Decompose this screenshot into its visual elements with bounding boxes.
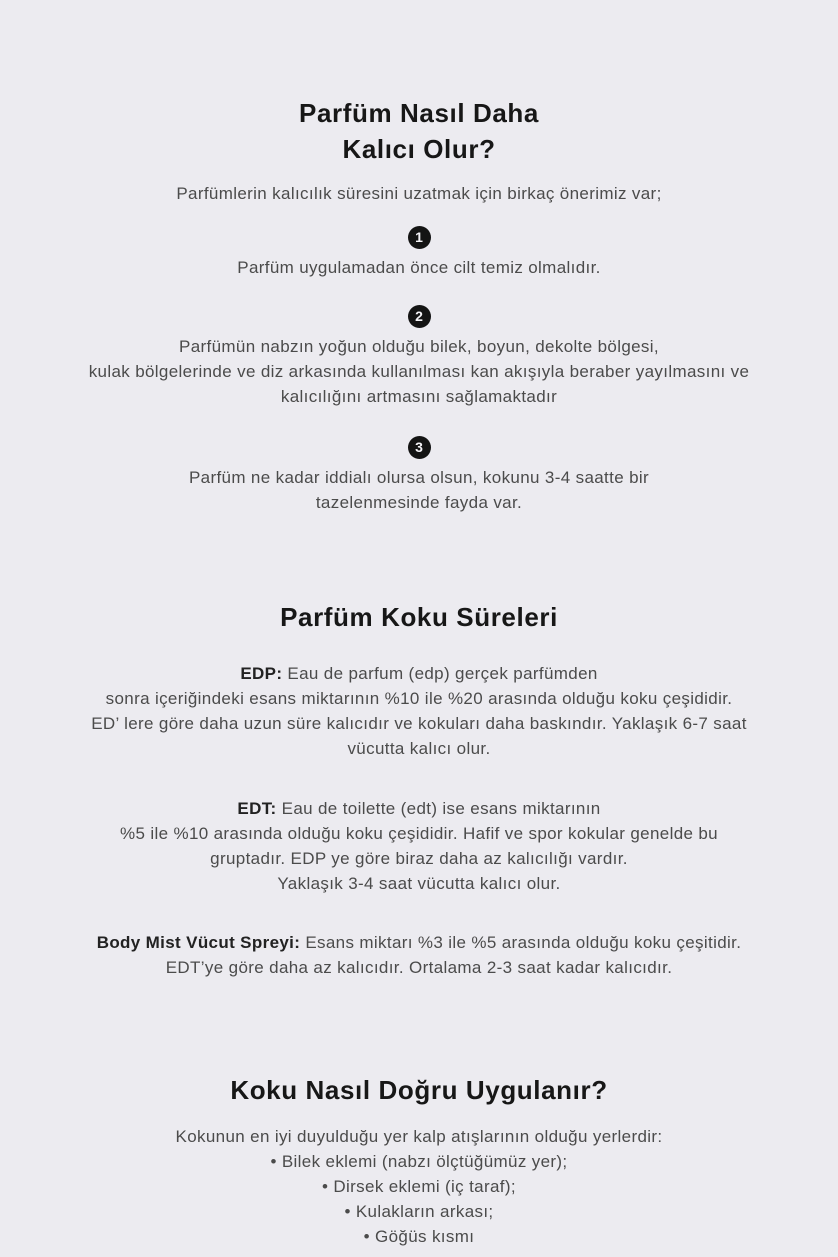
edt-line4: Yaklaşık 3-4 saat vücutta kalıcı olur. — [277, 874, 561, 893]
tip-2-badge-row — [29, 305, 809, 328]
edp-line3: ED’ lere göre daha uzun süre kalıcıdır ve kokuları daha baskındır. Yaklaşık 6-7 saat — [91, 714, 747, 733]
bullet-wrist: • Bilek eklemi (nabzı ölçtüğümüz yer); — [270, 1152, 568, 1171]
edt-line3: gruptadır. EDP ye göre biraz daha az kalıcılığı vardır. — [210, 849, 628, 868]
apply-bullet-list — [29, 1149, 809, 1249]
page-title-line2: Kalıcı Olur? — [342, 134, 496, 164]
edp-paragraph — [29, 661, 809, 761]
bullet-behind-ears: • Kulakların arkası; — [344, 1202, 494, 1221]
page-title — [29, 0, 809, 167]
tip-2-text-line3: kalıcılığını artmasını sağlamaktadır — [280, 387, 558, 406]
tip-3-text-line1: Parfüm ne kadar iddialı olursa olsun, kokunu 3-4 saatte bir — [188, 468, 650, 487]
edp-line2: sonra içeriğindeki esans miktarının %10 ile %20 arasında olduğu koku çeşididir. — [105, 689, 733, 708]
step-3-number-badge: 3 — [408, 436, 431, 459]
body-mist-label: Body Mist Vücut Spreyi: — [96, 933, 301, 952]
body-mist-line2: EDT’ye göre daha az kalıcıdır. Ortalama 2-3 saat kadar kalıcıdır. — [165, 958, 673, 977]
tip-3-badge-row — [29, 436, 809, 459]
edp-line4: vücutta kalıcı olur. — [347, 739, 491, 758]
section-persistence — [29, 0, 809, 515]
edp-lead-rest: Eau de parfum (edp) gerçek parfümden — [282, 664, 598, 683]
body-mist-lead-rest: Esans miktarı %3 ile %5 arasında olduğu koku çeşitidir. — [300, 933, 742, 952]
apply-intro: Kokunun en iyi duyulduğu yer kalp atışlarının olduğu yerlerdir: — [175, 1127, 663, 1146]
edt-lead-rest: Eau de toilette (edt) ise esans miktarının — [276, 799, 601, 818]
edt-label: EDT: — [237, 799, 277, 818]
persistence-intro: Parfümlerin kalıcılık süresini uzatmak için birkaç önerimiz var; — [176, 184, 662, 203]
step-1-number-badge: 1 — [408, 226, 431, 249]
section-durations — [29, 599, 809, 980]
step-2-number-badge: 2 — [408, 305, 431, 328]
apply-title: Koku Nasıl Doğru Uygulanır? — [230, 1075, 608, 1105]
edt-line2: %5 ile %10 arasında olduğu koku çeşididir. Hafif ve spor kokular genelde bu — [120, 824, 718, 843]
edt-lead-line — [29, 796, 809, 821]
tip-1-text: Parfüm uygulamadan önce cilt temiz olmalıdır. — [237, 258, 601, 277]
bullet-chest: • Göğüs kısmı — [363, 1227, 475, 1246]
body-mist-lead-line — [29, 930, 809, 955]
durations-title: Parfüm Koku Süreleri — [280, 602, 558, 632]
body-mist-paragraph — [29, 930, 809, 980]
edp-label: EDP: — [240, 664, 283, 683]
tip-1 — [29, 226, 809, 280]
page-title-line1: Parfüm Nasıl Daha — [299, 98, 539, 128]
tip-2-text-line2: kulak bölgelerinde ve diz arkasında kullanılması kan akışıyla beraber yayılmasını ve — [88, 362, 750, 381]
tip-2 — [29, 305, 809, 409]
edt-paragraph — [29, 796, 809, 896]
tip-1-badge-row — [29, 226, 809, 249]
tip-3 — [29, 436, 809, 515]
tip-3-text-line2: tazelenmesinde fayda var. — [315, 493, 523, 512]
edp-lead-line — [29, 661, 809, 686]
perfume-info-page — [29, 0, 809, 1249]
section-apply — [29, 1072, 809, 1249]
bullet-elbow: • Dirsek eklemi (iç taraf); — [322, 1177, 516, 1196]
tip-2-text-line1: Parfümün nabzın yoğun olduğu bilek, boyun, dekolte bölgesi, — [179, 337, 659, 356]
